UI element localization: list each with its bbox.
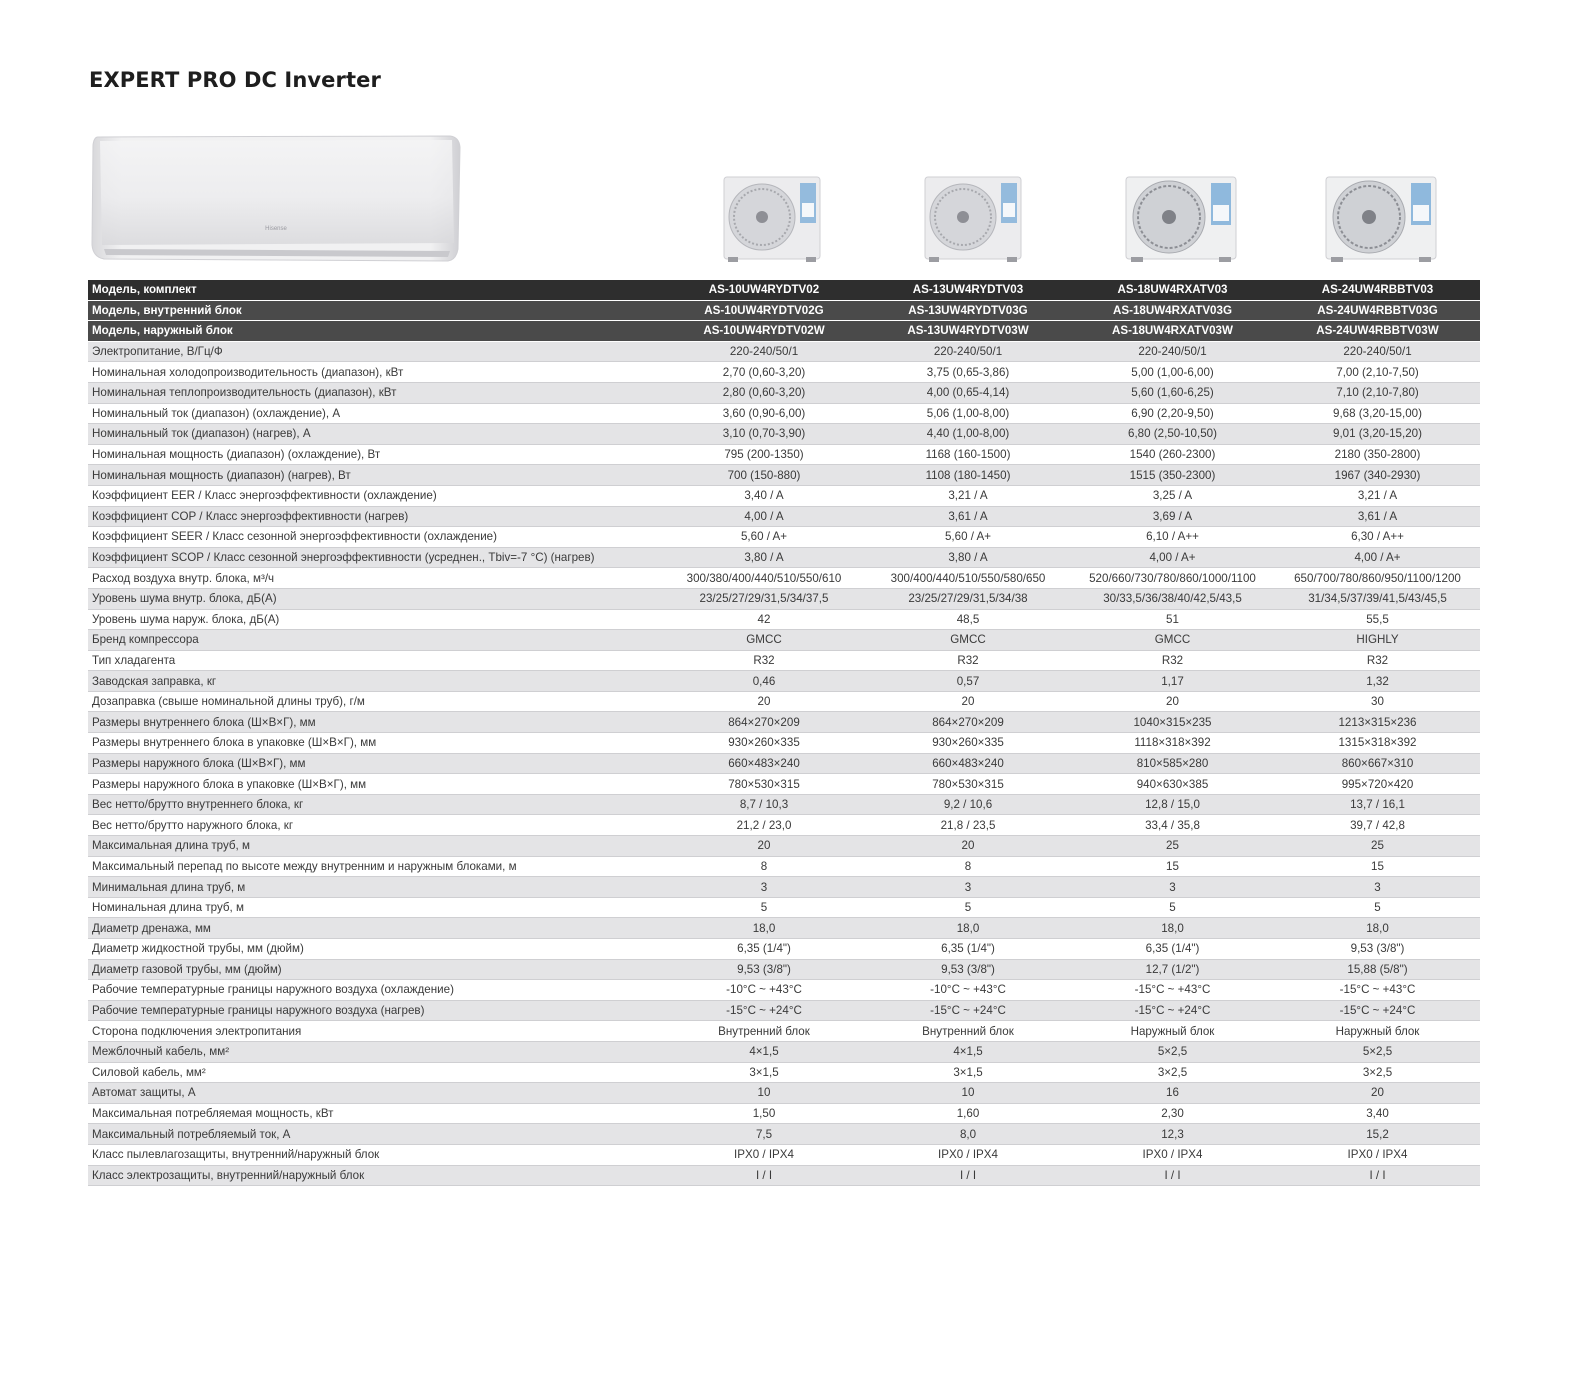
cell-value: -10°C ~ +43°C — [662, 980, 866, 1001]
cell-value: AS-13UW4RYDTV03 — [866, 280, 1070, 300]
cell-value: 8,7 / 10,3 — [662, 794, 866, 815]
cell-value: 12,7 (1/2") — [1070, 959, 1275, 980]
cell-value: I / I — [866, 1165, 1070, 1186]
cell-value: 810×585×280 — [1070, 753, 1275, 774]
row-label: Номинальная длина труб, м — [88, 897, 662, 918]
cell-value: 7,5 — [662, 1124, 866, 1145]
cell-value: 48,5 — [866, 609, 1070, 630]
spec-row — [88, 588, 1480, 609]
row-label: Вес нетто/брутто внутреннего блока, кг — [88, 794, 662, 815]
cell-value: 7,10 (2,10-7,80) — [1275, 382, 1480, 403]
cell-value: 20 — [866, 691, 1070, 712]
spec-row — [88, 1062, 1480, 1083]
cell-value: 2180 (350-2800) — [1275, 444, 1480, 465]
cell-value: 15,88 (5/8") — [1275, 959, 1480, 980]
cell-value: 1,32 — [1275, 671, 1480, 692]
cell-value: 3,61 / A — [1275, 506, 1480, 527]
cell-value: 8 — [866, 856, 1070, 877]
spec-row — [88, 506, 1480, 527]
cell-value: 18,0 — [866, 918, 1070, 939]
row-label: Автомат защиты, А — [88, 1083, 662, 1104]
cell-value: 6,35 (1/4") — [1070, 939, 1275, 960]
cell-value: 930×260×335 — [866, 733, 1070, 754]
row-label: Силовой кабель, мм² — [88, 1062, 662, 1083]
cell-value: 5 — [662, 897, 866, 918]
spec-row — [88, 1124, 1480, 1145]
row-label: Коэффициент COP / Класс энергоэффективности (нагрев) — [88, 506, 662, 527]
outdoor-unit-image-4 — [1323, 175, 1439, 263]
cell-value: Наружный блок — [1070, 1021, 1275, 1042]
cell-value: 5,60 (1,60-6,25) — [1070, 382, 1275, 403]
cell-value: IPX0 / IPX4 — [866, 1144, 1070, 1165]
cell-value: 3,75 (0,65-3,86) — [866, 362, 1070, 383]
cell-value: 1,17 — [1070, 671, 1275, 692]
row-label: Класс электрозащиты, внутренний/наружный блок — [88, 1165, 662, 1186]
row-label: Коэффициент SEER / Класс сезонной энергоэффективности (охлаждение) — [88, 527, 662, 548]
cell-value: R32 — [662, 650, 866, 671]
cell-value: 9,2 / 10,6 — [866, 794, 1070, 815]
cell-value: 700 (150-880) — [662, 465, 866, 486]
cell-value: AS-24UW4RBBTV03W — [1275, 321, 1480, 342]
cell-value: HIGHLY — [1275, 630, 1480, 651]
row-label: Максимальный перепад по высоте между внутренним и наружным блоками, м — [88, 856, 662, 877]
cell-value: 33,4 / 35,8 — [1070, 815, 1275, 836]
spec-row — [88, 609, 1480, 630]
cell-value: 4,00 / A+ — [1070, 547, 1275, 568]
cell-value: 5,60 / A+ — [866, 527, 1070, 548]
cell-value: 300/400/440/510/550/580/650 — [866, 568, 1070, 589]
cell-value: AS-10UW4RYDTV02G — [662, 300, 866, 321]
row-label: Номинальная мощность (диапазон) (охлаждение), Вт — [88, 444, 662, 465]
cell-value: 18,0 — [1275, 918, 1480, 939]
cell-value: 5 — [866, 897, 1070, 918]
cell-value: 23/25/27/29/31,5/34/37,5 — [662, 588, 866, 609]
cell-value: 8,0 — [866, 1124, 1070, 1145]
row-label: Номинальная холодопроизводительность (диапазон), кВт — [88, 362, 662, 383]
cell-value: 3,69 / A — [1070, 506, 1275, 527]
cell-value: -15°C ~ +24°C — [662, 1000, 866, 1021]
spec-row — [88, 362, 1480, 383]
row-label: Межблочный кабель, мм² — [88, 1041, 662, 1062]
cell-value: AS-24UW4RBBTV03 — [1275, 280, 1480, 300]
spec-row — [88, 753, 1480, 774]
cell-value: -15°C ~ +24°C — [1275, 1000, 1480, 1021]
cell-value: 1,50 — [662, 1103, 866, 1124]
spec-row — [88, 733, 1480, 754]
row-label: Максимальная потребляемая мощность, кВт — [88, 1103, 662, 1124]
cell-value: 6,90 (2,20-9,50) — [1070, 403, 1275, 424]
spec-row — [88, 836, 1480, 857]
row-label: Коэффициент SCOP / Класс сезонной энергоэффективности (усреднен., Tbiv=-7 °C) (нагрев) — [88, 547, 662, 568]
row-label: Размеры внутреннего блока в упаковке (Ш×В×Г), мм — [88, 733, 662, 754]
row-label: Модель, наружный блок — [88, 321, 662, 342]
row-label: Модель, комплект — [88, 280, 662, 300]
cell-value: 5,06 (1,00-8,00) — [866, 403, 1070, 424]
cell-value: AS-18UW4RXATV03 — [1070, 280, 1275, 300]
cell-value: 940×630×385 — [1070, 774, 1275, 795]
cell-value: 2,70 (0,60-3,20) — [662, 362, 866, 383]
cell-value: 10 — [866, 1083, 1070, 1104]
cell-value: 220-240/50/1 — [1070, 341, 1275, 362]
outdoor-unit-image-3 — [1123, 175, 1239, 263]
cell-value: 9,53 (3/8") — [866, 959, 1070, 980]
cell-value: 13,7 / 16,1 — [1275, 794, 1480, 815]
cell-value: 300/380/400/440/510/550/610 — [662, 568, 866, 589]
spec-row — [88, 1000, 1480, 1021]
cell-value: 20 — [1070, 691, 1275, 712]
spec-row — [88, 465, 1480, 486]
cell-value: 650/700/780/860/950/1100/1200 — [1275, 568, 1480, 589]
spec-row — [88, 403, 1480, 424]
cell-value: 6,35 (1/4") — [866, 939, 1070, 960]
spec-row — [88, 774, 1480, 795]
cell-value: 6,80 (2,50-10,50) — [1070, 424, 1275, 445]
row-label: Номинальный ток (диапазон) (нагрев), А — [88, 424, 662, 445]
row-label: Модель, внутренний блок — [88, 300, 662, 321]
cell-value: 4×1,5 — [866, 1041, 1070, 1062]
cell-value: IPX0 / IPX4 — [662, 1144, 866, 1165]
cell-value: 18,0 — [662, 918, 866, 939]
cell-value: 6,35 (1/4") — [662, 939, 866, 960]
row-label: Класс пылевлагозащиты, внутренний/наружный блок — [88, 1144, 662, 1165]
row-label: Заводская заправка, кг — [88, 671, 662, 692]
cell-value: GMCC — [866, 630, 1070, 651]
cell-value: 930×260×335 — [662, 733, 866, 754]
cell-value: 20 — [662, 691, 866, 712]
cell-value: 39,7 / 42,8 — [1275, 815, 1480, 836]
cell-value: 20 — [866, 836, 1070, 857]
cell-value: 5,60 / A+ — [662, 527, 866, 548]
cell-value: -15°C ~ +43°C — [1070, 980, 1275, 1001]
cell-value: 0,46 — [662, 671, 866, 692]
cell-value: 220-240/50/1 — [662, 341, 866, 362]
spec-row — [88, 691, 1480, 712]
cell-value: 15 — [1070, 856, 1275, 877]
spec-row — [88, 547, 1480, 568]
cell-value: 4,00 (0,65-4,14) — [866, 382, 1070, 403]
spec-row — [88, 1144, 1480, 1165]
row-label: Уровень шума наруж. блока, дБ(А) — [88, 609, 662, 630]
cell-value: 4,00 / A+ — [1275, 547, 1480, 568]
row-label: Максимальная длина труб, м — [88, 836, 662, 857]
cell-value: GMCC — [1070, 630, 1275, 651]
spec-row — [88, 918, 1480, 939]
cell-value: 7,00 (2,10-7,50) — [1275, 362, 1480, 383]
cell-value: 23/25/27/29/31,5/34/38 — [866, 588, 1070, 609]
row-label: Электропитание, В/Гц/Ф — [88, 341, 662, 362]
cell-value: 1108 (180-1450) — [866, 465, 1070, 486]
row-label: Вес нетто/брутто наружного блока, кг — [88, 815, 662, 836]
cell-value: AS-10UW4RYDTV02W — [662, 321, 866, 342]
row-label: Максимальный потребляемый ток, А — [88, 1124, 662, 1145]
row-label: Размеры наружного блока (Ш×В×Г), мм — [88, 753, 662, 774]
cell-value: 18,0 — [1070, 918, 1275, 939]
cell-value: 4,40 (1,00-8,00) — [866, 424, 1070, 445]
cell-value: -15°C ~ +43°C — [1275, 980, 1480, 1001]
cell-value: 51 — [1070, 609, 1275, 630]
cell-value: 1315×318×392 — [1275, 733, 1480, 754]
header-row — [88, 300, 1480, 321]
cell-value: 3,25 / A — [1070, 485, 1275, 506]
cell-value: 25 — [1070, 836, 1275, 857]
row-label: Диаметр жидкостной трубы, мм (дюйм) — [88, 939, 662, 960]
cell-value: 15,2 — [1275, 1124, 1480, 1145]
cell-value: 220-240/50/1 — [866, 341, 1070, 362]
spec-row — [88, 856, 1480, 877]
spec-row — [88, 650, 1480, 671]
cell-value: 660×483×240 — [866, 753, 1070, 774]
cell-value: 12,3 — [1070, 1124, 1275, 1145]
cell-value: R32 — [1070, 650, 1275, 671]
cell-value: 55,5 — [1275, 609, 1480, 630]
cell-value: 5×2,5 — [1070, 1041, 1275, 1062]
cell-value: 2,80 (0,60-3,20) — [662, 382, 866, 403]
cell-value: 1,60 — [866, 1103, 1070, 1124]
spec-row — [88, 794, 1480, 815]
cell-value: 3,80 / A — [662, 547, 866, 568]
cell-value: AS-13UW4RYDTV03G — [866, 300, 1070, 321]
row-label: Сторона подключения электропитания — [88, 1021, 662, 1042]
cell-value: 3 — [866, 877, 1070, 898]
cell-value: 4,00 / A — [662, 506, 866, 527]
row-label: Диаметр дренажа, мм — [88, 918, 662, 939]
cell-value: 3,40 / A — [662, 485, 866, 506]
cell-value: I / I — [1275, 1165, 1480, 1186]
cell-value: 1118×318×392 — [1070, 733, 1275, 754]
spec-row — [88, 959, 1480, 980]
cell-value: 3,10 (0,70-3,90) — [662, 424, 866, 445]
cell-value: 3×1,5 — [662, 1062, 866, 1083]
cell-value: 2,30 — [1070, 1103, 1275, 1124]
row-label: Коэффициент EER / Класс энергоэффективности (охлаждение) — [88, 485, 662, 506]
cell-value: 3×2,5 — [1070, 1062, 1275, 1083]
spec-row — [88, 568, 1480, 589]
cell-value: 3,60 (0,90-6,00) — [662, 403, 866, 424]
cell-value: 780×530×315 — [866, 774, 1070, 795]
cell-value: 1967 (340-2930) — [1275, 465, 1480, 486]
cell-value: 10 — [662, 1083, 866, 1104]
cell-value: R32 — [1275, 650, 1480, 671]
cell-value: 995×720×420 — [1275, 774, 1480, 795]
spec-row — [88, 712, 1480, 733]
row-label: Рабочие температурные границы наружного воздуха (нагрев) — [88, 1000, 662, 1021]
spec-row — [88, 815, 1480, 836]
cell-value: 520/660/730/780/860/1000/1100 — [1070, 568, 1275, 589]
cell-value: 3 — [1070, 877, 1275, 898]
cell-value: Внутренний блок — [866, 1021, 1070, 1042]
cell-value: 5 — [1070, 897, 1275, 918]
row-label: Уровень шума внутр. блока, дБ(А) — [88, 588, 662, 609]
cell-value: 1213×315×236 — [1275, 712, 1480, 733]
cell-value: 1168 (160-1500) — [866, 444, 1070, 465]
cell-value: I / I — [662, 1165, 866, 1186]
spec-row — [88, 1021, 1480, 1042]
cell-value: 9,53 (3/8") — [662, 959, 866, 980]
cell-value: 30 — [1275, 691, 1480, 712]
cell-value: 6,10 / A++ — [1070, 527, 1275, 548]
cell-value: 12,8 / 15,0 — [1070, 794, 1275, 815]
cell-value: AS-18UW4RXATV03W — [1070, 321, 1275, 342]
cell-value: 5×2,5 — [1275, 1041, 1480, 1062]
cell-value: -10°C ~ +43°C — [866, 980, 1070, 1001]
cell-value: 31/34,5/37/39/41,5/43/45,5 — [1275, 588, 1480, 609]
cell-value: 660×483×240 — [662, 753, 866, 774]
row-label: Расход воздуха внутр. блока, м³/ч — [88, 568, 662, 589]
cell-value: AS-10UW4RYDTV02 — [662, 280, 866, 300]
spec-row — [88, 1165, 1480, 1186]
header-row — [88, 321, 1480, 342]
cell-value: 3 — [662, 877, 866, 898]
cell-value: -15°C ~ +24°C — [1070, 1000, 1275, 1021]
row-label: Рабочие температурные границы наружного воздуха (охлаждение) — [88, 980, 662, 1001]
spec-row — [88, 671, 1480, 692]
cell-value: 3 — [1275, 877, 1480, 898]
cell-value: 3,80 / A — [866, 547, 1070, 568]
cell-value: 20 — [662, 836, 866, 857]
spec-row — [88, 424, 1480, 445]
spec-row — [88, 1041, 1480, 1062]
cell-value: 1515 (350-2300) — [1070, 465, 1275, 486]
spec-row — [88, 939, 1480, 960]
brand-logo: Hisense — [265, 226, 287, 232]
cell-value: 1040×315×235 — [1070, 712, 1275, 733]
spec-row — [88, 527, 1480, 548]
cell-value: AS-18UW4RXATV03G — [1070, 300, 1275, 321]
header-row — [88, 280, 1480, 300]
cell-value: 864×270×209 — [662, 712, 866, 733]
cell-value: 30/33,5/36/38/40/42,5/43,5 — [1070, 588, 1275, 609]
cell-value: 3,61 / A — [866, 506, 1070, 527]
row-label: Номинальная теплопроизводительность (диапазон), кВт — [88, 382, 662, 403]
cell-value: 21,2 / 23,0 — [662, 815, 866, 836]
indoor-unit-image — [90, 133, 462, 263]
row-label: Тип хладагента — [88, 650, 662, 671]
row-label: Дозаправка (свыше номинальной длины труб), г/м — [88, 691, 662, 712]
cell-value: 780×530×315 — [662, 774, 866, 795]
row-label: Минимальная длина труб, м — [88, 877, 662, 898]
cell-value: AS-13UW4RYDTV03W — [866, 321, 1070, 342]
row-label: Номинальный ток (диапазон) (охлаждение), А — [88, 403, 662, 424]
row-label: Диаметр газовой трубы, мм (дюйм) — [88, 959, 662, 980]
cell-value: 20 — [1275, 1083, 1480, 1104]
row-label: Размеры наружного блока в упаковке (Ш×В×Г), мм — [88, 774, 662, 795]
cell-value: IPX0 / IPX4 — [1275, 1144, 1480, 1165]
cell-value: Внутренний блок — [662, 1021, 866, 1042]
spec-row — [88, 980, 1480, 1001]
spec-row — [88, 485, 1480, 506]
cell-value: 9,68 (3,20-15,00) — [1275, 403, 1480, 424]
cell-value: GMCC — [662, 630, 866, 651]
cell-value: 9,01 (3,20-15,20) — [1275, 424, 1480, 445]
cell-value: 3,21 / A — [1275, 485, 1480, 506]
row-label: Бренд компрессора — [88, 630, 662, 651]
cell-value: 3×2,5 — [1275, 1062, 1480, 1083]
outdoor-unit-image-2 — [921, 175, 1025, 263]
cell-value: 220-240/50/1 — [1275, 341, 1480, 362]
cell-value: 16 — [1070, 1083, 1275, 1104]
cell-value: 4×1,5 — [662, 1041, 866, 1062]
cell-value: 864×270×209 — [866, 712, 1070, 733]
spec-row — [88, 1103, 1480, 1124]
spec-row — [88, 897, 1480, 918]
row-label: Номинальная мощность (диапазон) (нагрев), Вт — [88, 465, 662, 486]
cell-value: 795 (200-1350) — [662, 444, 866, 465]
cell-value: 9,53 (3/8") — [1275, 939, 1480, 960]
cell-value: 15 — [1275, 856, 1480, 877]
cell-value: 21,8 / 23,5 — [866, 815, 1070, 836]
cell-value: 1540 (260-2300) — [1070, 444, 1275, 465]
cell-value: 3×1,5 — [866, 1062, 1070, 1083]
cell-value: 42 — [662, 609, 866, 630]
cell-value: 6,30 / A++ — [1275, 527, 1480, 548]
cell-value: 5,00 (1,00-6,00) — [1070, 362, 1275, 383]
cell-value: 0,57 — [866, 671, 1070, 692]
page-title: EXPERT PRO DC Inverter — [89, 68, 381, 92]
cell-value: IPX0 / IPX4 — [1070, 1144, 1275, 1165]
cell-value: R32 — [866, 650, 1070, 671]
cell-value: 3,21 / A — [866, 485, 1070, 506]
cell-value: 25 — [1275, 836, 1480, 857]
cell-value: 8 — [662, 856, 866, 877]
cell-value: 860×667×310 — [1275, 753, 1480, 774]
spec-row — [88, 382, 1480, 403]
spec-row — [88, 444, 1480, 465]
cell-value: 3,40 — [1275, 1103, 1480, 1124]
spec-row — [88, 341, 1480, 362]
cell-value: 5 — [1275, 897, 1480, 918]
spec-table — [88, 280, 1480, 1186]
row-label: Размеры внутреннего блока (Ш×В×Г), мм — [88, 712, 662, 733]
spec-row — [88, 1083, 1480, 1104]
cell-value: Наружный блок — [1275, 1021, 1480, 1042]
spec-row — [88, 630, 1480, 651]
cell-value: I / I — [1070, 1165, 1275, 1186]
cell-value: AS-24UW4RBBTV03G — [1275, 300, 1480, 321]
cell-value: -15°C ~ +24°C — [866, 1000, 1070, 1021]
outdoor-unit-image-1 — [720, 175, 824, 263]
spec-row — [88, 877, 1480, 898]
